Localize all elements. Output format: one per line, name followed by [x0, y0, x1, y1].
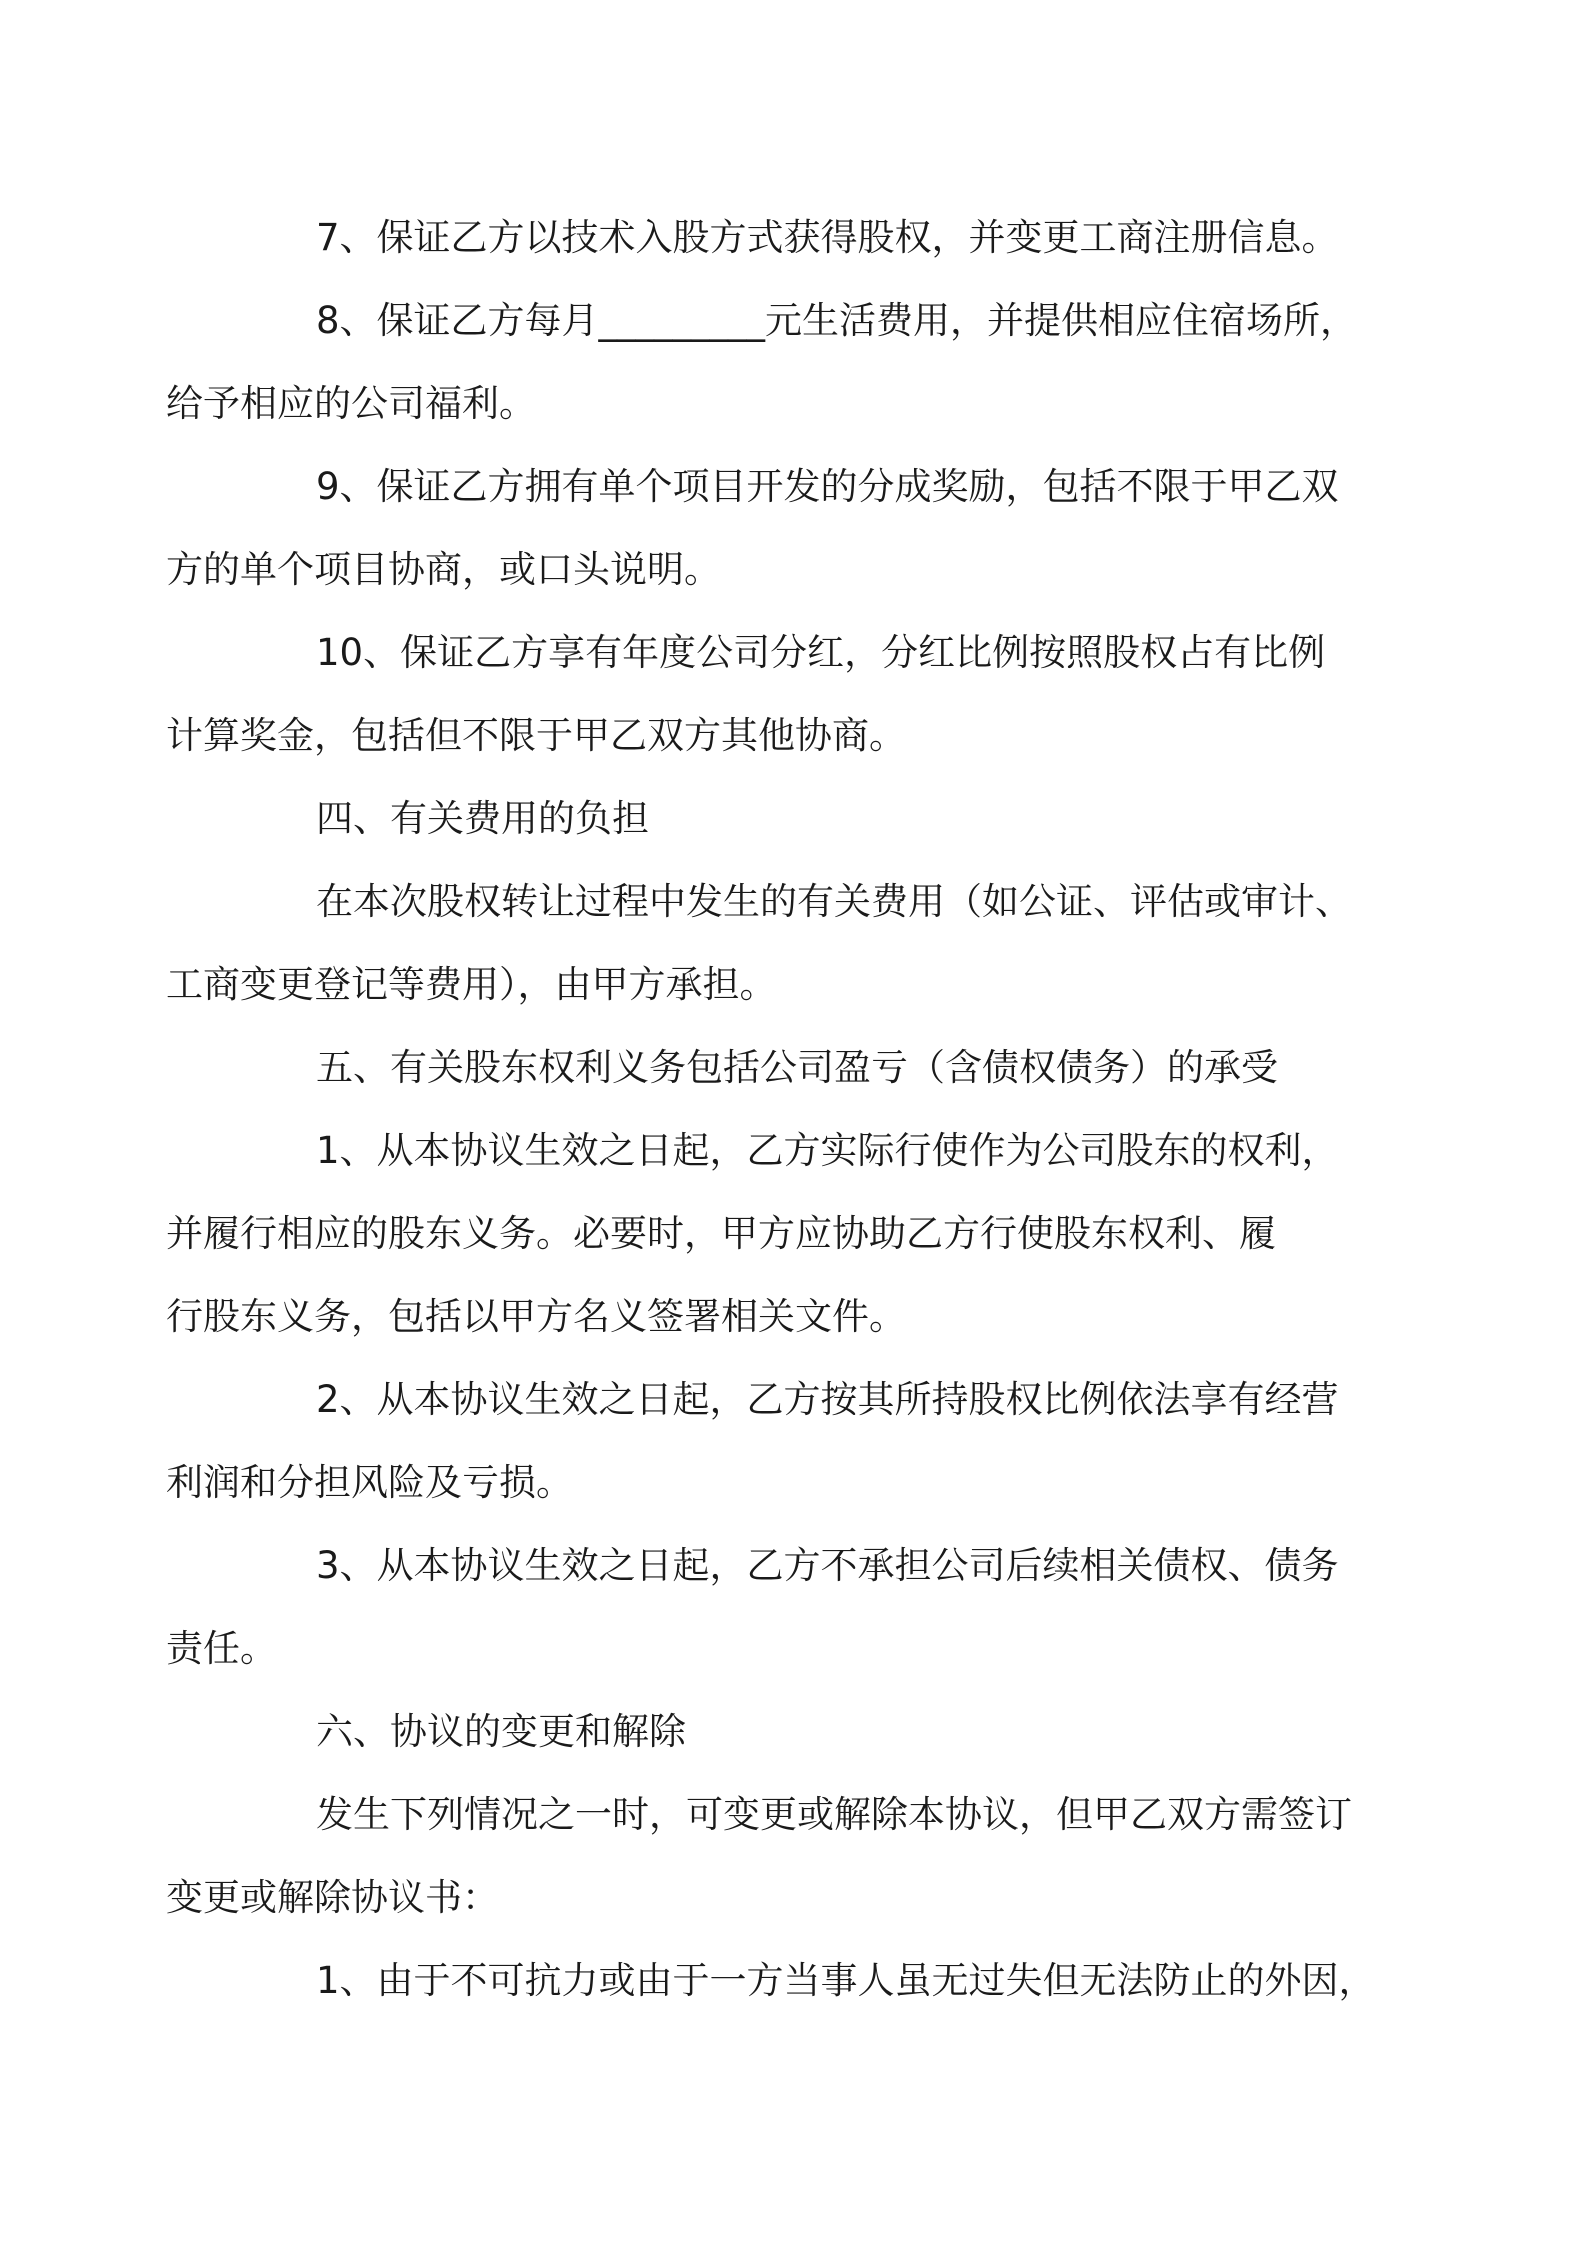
text-line: 在本次股权转让过程中发生的有关费用（如公证、评估或审计、 [316, 880, 1352, 923]
section-heading: 四、有关费用的负担 [316, 797, 649, 840]
text-line: 给予相应的公司福利。 [166, 382, 536, 425]
paragraph-clause-9 [166, 445, 1356, 611]
paragraph-clause-8 [166, 279, 1358, 445]
text-line: 责任。 [166, 1627, 277, 1670]
section-heading-amendment [241, 1690, 1356, 1773]
text-line: 1、由于不可抗力或由于一方当事人虽无过失但无法防止的外因， [316, 1959, 1376, 2002]
section-heading-shareholder-rights [241, 1026, 1356, 1109]
paragraph-clause-7 [241, 196, 1356, 279]
paragraph-amendment-1 [241, 1939, 1376, 2022]
text-line: 工商变更登记等费用），由甲方承担。 [166, 963, 777, 1006]
text-line: 1、从本协议生效之日起，乙方实际行使作为公司股东的权利， [316, 1129, 1339, 1172]
paragraph-rights-2 [166, 1358, 1356, 1524]
text-line: 变更或解除协议书： [166, 1876, 499, 1919]
section-heading: 六、协议的变更和解除 [316, 1710, 686, 1753]
paragraph-rights-1 [166, 1109, 1356, 1358]
text-line: 7、保证乙方以技术入股方式获得股权，并变更工商注册信息。 [316, 216, 1339, 259]
text-line: 10、保证乙方享有年度公司分红，分红比例按照股权占有比例 [316, 631, 1326, 674]
text-line: 利润和分担风险及亏损。 [166, 1461, 573, 1504]
document-body [166, 196, 1376, 2022]
paragraph-amendment-intro [166, 1773, 1356, 1939]
text-line: 3、从本协议生效之日起，乙方不承担公司后续相关债权、债务 [316, 1544, 1339, 1587]
text-line: 9、保证乙方拥有单个项目开发的分成奖励，包括不限于甲乙双 [316, 465, 1339, 508]
paragraph-clause-10 [166, 611, 1356, 777]
text-line: 发生下列情况之一时，可变更或解除本协议，但甲乙双方需签订 [316, 1793, 1352, 1836]
paragraph-rights-3 [166, 1524, 1356, 1690]
paragraph-fees [166, 860, 1356, 1026]
text-line: 计算奖金，包括但不限于甲乙双方其他协商。 [166, 714, 906, 757]
text-line: 8、保证乙方每月_________元生活费用，并提供相应住宿场所， [316, 299, 1358, 342]
section-heading: 五、有关股东权利义务包括公司盈亏（含债权债务）的承受 [316, 1046, 1278, 1089]
text-line: 并履行相应的股东义务。必要时，甲方应协助乙方行使股东权利、履 [166, 1212, 1276, 1255]
section-heading-fees [241, 777, 1356, 860]
text-line: 2、从本协议生效之日起，乙方按其所持股权比例依法享有经营 [316, 1378, 1339, 1421]
text-line: 行股东义务，包括以甲方名义签署相关文件。 [166, 1295, 906, 1338]
text-line: 方的单个项目协商，或口头说明。 [166, 548, 721, 591]
